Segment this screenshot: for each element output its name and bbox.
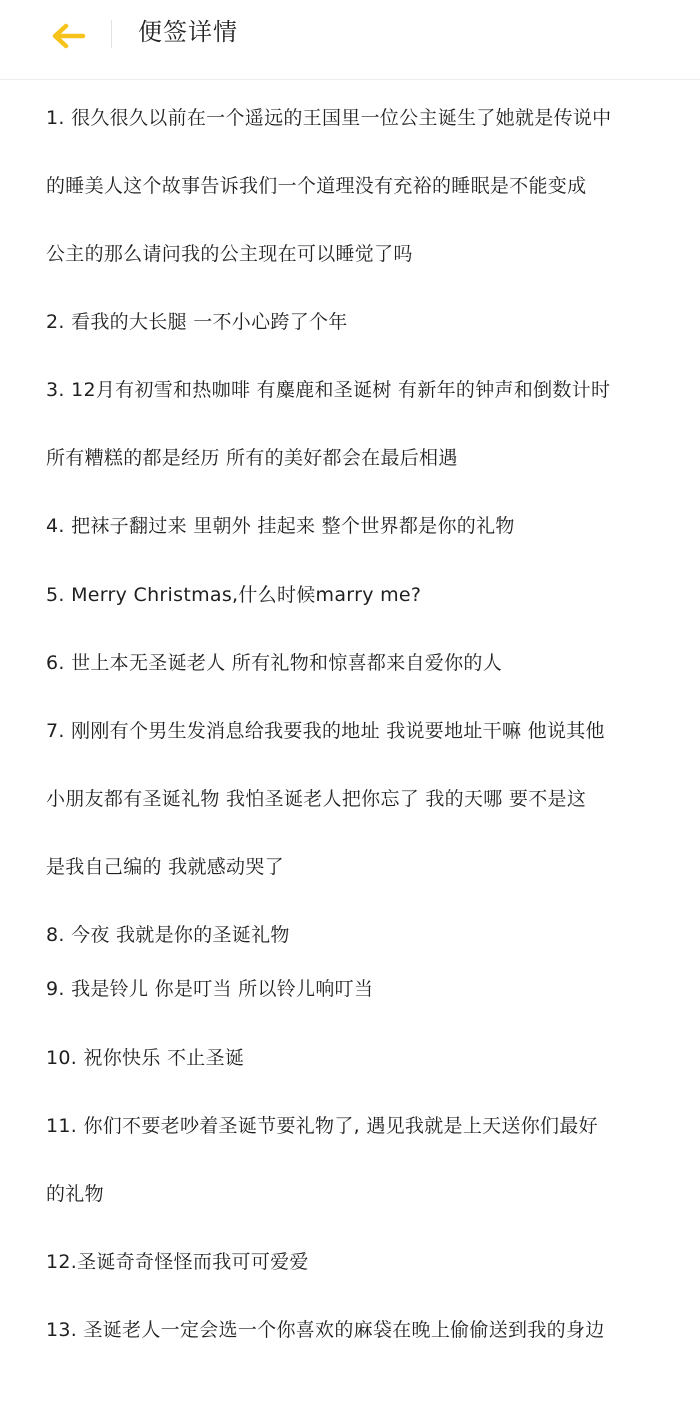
note-line: 13. 圣诞老人一定会选一个你喜欢的麻袋在晚上偷偷送到我的身边: [46, 1319, 605, 1341]
note-line: 1. 很久很久以前在一个遥远的王国里一位公主诞生了她就是传说中: [46, 107, 612, 129]
page-title: 便签详情: [138, 18, 238, 46]
note-line: 9. 我是铃儿 你是叮当 所以铃儿响叮当: [46, 978, 374, 1000]
note-line: 5. Merry Christmas,什么时候marry me?: [46, 584, 422, 606]
arrow-left-icon: [50, 22, 86, 50]
note-line: 7. 刚刚有个男生发消息给我要我的地址 我说要地址干嘛 他说其他: [46, 720, 605, 742]
header-bar: [0, 0, 700, 80]
note-line: 的睡美人这个故事告诉我们一个道理没有充裕的睡眠是不能变成: [46, 175, 587, 197]
note-line: 4. 把袜子翻过来 里朝外 挂起来 整个世界都是你的礼物: [46, 515, 515, 537]
note-line: 12.圣诞奇奇怪怪而我可可爱爱: [46, 1251, 309, 1273]
note-line: 小朋友都有圣诞礼物 我怕圣诞老人把你忘了 我的天哪 要不是这: [46, 788, 587, 810]
note-line: 所有糟糕的都是经历 所有的美好都会在最后相遇: [46, 447, 458, 469]
note-line: 6. 世上本无圣诞老人 所有礼物和惊喜都来自爱你的人: [46, 652, 503, 674]
note-line: 10. 祝你快乐 不止圣诞: [46, 1047, 245, 1069]
note-line: 3. 12月有初雪和热咖啡 有麋鹿和圣诞树 有新年的钟声和倒数计时: [46, 379, 611, 401]
header-divider: [111, 20, 112, 48]
back-button[interactable]: [44, 14, 92, 58]
note-line: 2. 看我的大长腿 一不小心跨了个年: [46, 311, 348, 333]
note-line: 11. 你们不要老吵着圣诞节要礼物了, 遇见我就是上天送你们最好: [46, 1115, 598, 1137]
note-line: 是我自己编的 我就感动哭了: [46, 856, 284, 878]
note-line: 的礼物: [46, 1183, 104, 1205]
note-line: 8. 今夜 我就是你的圣诞礼物: [46, 924, 290, 946]
note-line: 公主的那么请问我的公主现在可以睡觉了吗: [46, 243, 413, 265]
